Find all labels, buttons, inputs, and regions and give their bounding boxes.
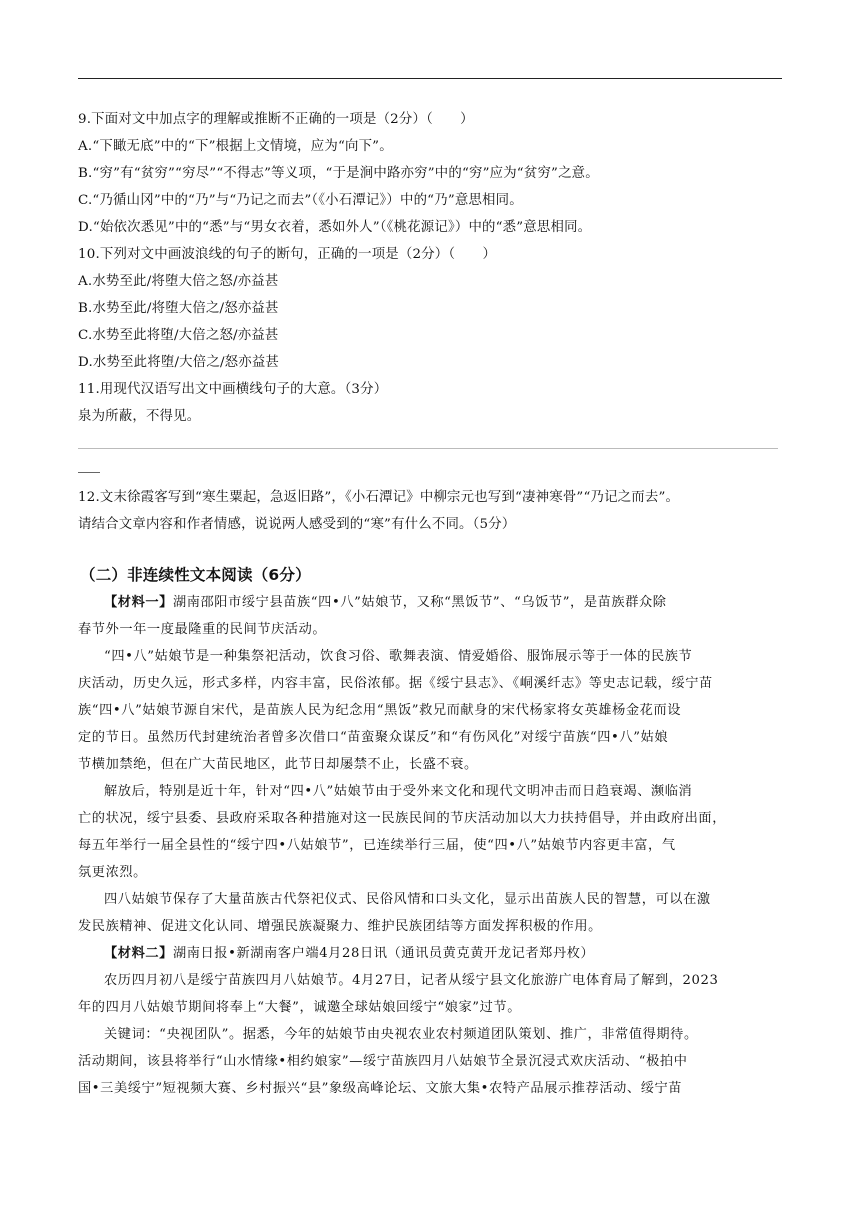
paragraph-line: 春节外一年一度最隆重的民间节庆活动。 <box>78 622 327 637</box>
paragraph-line: 氛更浓烈。 <box>78 865 147 880</box>
paragraph-line: 年的四月八姑娘节期间将奉上“大餐”，诚邀全球姑娘回绥宁“娘家”过节。 <box>78 1000 521 1015</box>
paragraph-line: “四•八”姑娘节是一种集祭祀活动，饮食习俗、歌舞表演、情爱婚俗、服饰展示等于一体的民族节 <box>104 649 693 664</box>
material2-line <box>104 942 594 961</box>
header-rule <box>78 78 782 79</box>
q10-option-a: A.水势至此/将堕大倍之怒/亦益甚 <box>78 274 279 289</box>
material1-line <box>104 591 667 610</box>
material2-label: 【材料二】 <box>104 946 173 961</box>
q9-stem: 9.下面对文中加点字的理解或推断不正确的一项是（2分）（ ） <box>78 112 474 127</box>
q9-option-d: D.“始依次悉见”中的“悉”与“男女衣着，悉如外人”（《桃花源记》）中的“悉”意思相同。 <box>78 220 592 235</box>
paragraph-line: 关键词：“央视团队”。据悉，今年的姑娘节由央视农业农村频道团队策划、推广，非常值得期待。 <box>104 1027 698 1042</box>
q12-line-1: 12.文末徐霞客写到“寒生粟起，急返旧路”，《小石潭记》中柳宗元也写到“凄神寒骨”“乃记之而去”。 <box>78 490 680 505</box>
paragraph-line: 亡的状况，绥宁县委、县政府采取各种措施对这一民族民间的节庆活动加以大力扶持倡导，并由政府出面， <box>78 811 727 826</box>
q11-sentence: 泉为所蔽，不得见。 <box>78 409 201 424</box>
paragraph-line: 每五年举行一届全县性的“绥宁四•八姑娘节”，已连续举行三届，使“四•八”姑娘节内容更丰富，气 <box>78 838 676 853</box>
material1-text: 湖南邵阳市绥宁县苗族“四•八”姑娘节，又称“黑饭节”、“乌饭节”，是苗族群众除 <box>172 595 667 610</box>
q10-option-d: D.水势至此将堕/大倍之/怒亦益甚 <box>78 355 280 370</box>
material2-source: 湖南日报•新湖南客户端4月28日讯（通讯员黄克黄开龙记者郑丹枚） <box>172 946 595 961</box>
q12-line-2: 请结合文章内容和作者情感，说说两人感受到的“寒”有什么不同。（5分） <box>78 517 516 532</box>
answer-line <box>78 448 778 449</box>
paragraph-line: 定的节日。虽然历代封建统治者曾多次借口“苗蛮聚众谋反”和“有伤风化”对绥宁苗族“四•八”姑娘 <box>78 730 669 745</box>
paragraph-line: 国•三美绥宁”短视频大赛、乡村振兴“县”象级高峰论坛、文旅大集•农特产品展示推荐活动、绥宁苗 <box>78 1081 683 1096</box>
paragraph-line: 族“四•八”姑娘节源自宋代，是苗族人民为纪念用“黑饭”救兄而献身的宋代杨家将女英雄杨金花而设 <box>78 703 682 718</box>
paragraph-line: 节横加禁绝，但在广大苗民地区，此节日却屡禁不止，长盛不衰。 <box>78 757 478 772</box>
q9-option-b: B.“穷”有“贫穷”“穷尽”“不得志”等义项，“于是涧中路亦穷”中的“穷”应为“贫穷”之意。 <box>78 166 599 181</box>
q9-option-a: A.“下瞰无底”中的“下”根据上文情境，应为“向下”。 <box>78 139 393 154</box>
q10-stem: 10.下列对文中画波浪线的句子的断句，正确的一项是（2分）（ ） <box>78 247 497 262</box>
paragraph-line: 庆活动，历史久远，形式多样，内容丰富，民俗浓郁。据《绥宁县志》、《峒溪纤志》等史志记载，绥宁苗 <box>78 676 713 691</box>
paragraph-line: 解放后，特别是近十年，针对“四•八”姑娘节由于受外来文化和现代文明冲击而日趋衰竭、濒临消 <box>104 784 693 799</box>
q9-option-c: C.“乃循山冈”中的“乃”与“乃记之而去”（《小石潭记》）中的“乃”意思相同。 <box>78 193 523 208</box>
q10-option-b: B.水势至此/将堕大倍之/怒亦益甚 <box>78 301 279 316</box>
paragraph-line: 四八姑娘节保存了大量苗族古代祭祀仪式、民俗风情和口头文化，显示出苗族人民的智慧，可以在激 <box>104 892 711 907</box>
q11-stem: 11.用现代汉语写出文中画横线句子的大意。（3分） <box>78 382 388 397</box>
q10-option-c: C.水势至此将堕/大倍之怒/亦益甚 <box>78 328 279 343</box>
paragraph-line: 农历四月初八是绥宁苗族四月八姑娘节。4月27日，记者从绥宁县文化旅游广电体育局了解到，2023 <box>104 973 719 988</box>
paragraph-line: 活动期间，该县将举行“山水情缘•相约娘家”—绥宁苗族四月八姑娘节全景沉浸式欢庆活动、“极拍中 <box>78 1054 688 1069</box>
material1-label: 【材料一】 <box>104 595 173 610</box>
paragraph-line: 发民族精神、促进文化认同、增强民族凝聚力、维护民族团结等方面发挥积极的作用。 <box>78 919 602 934</box>
answer-line-end <box>78 472 100 473</box>
section-title: （二）非连续性文本阅读（6分） <box>80 566 311 584</box>
